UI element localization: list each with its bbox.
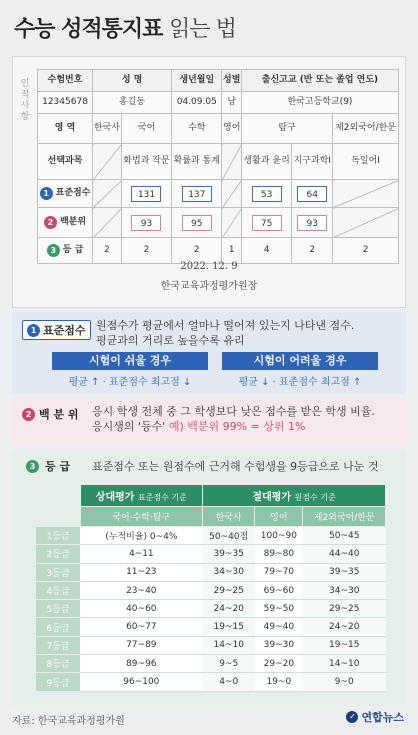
percentile-cell: 93 (121, 208, 171, 238)
table-row (38, 70, 399, 92)
relative-range-cell: 4~11 (80, 545, 203, 563)
grade-cell: 2 (292, 238, 333, 264)
grade-cell: 2 (172, 238, 222, 264)
yonhap-logo: ✓ 연합뉴스 (346, 709, 404, 725)
area-cell: 수학 (172, 114, 222, 144)
column-header: 국어·수학·탐구 (80, 507, 203, 527)
table-row (38, 144, 399, 180)
korean-history-range-cell: 24~20 (203, 600, 255, 618)
source-note: 자료: 한국교육과정평가원 (12, 716, 125, 727)
elective-cell: 독일어Ⅰ (333, 144, 399, 180)
page-title (14, 12, 236, 43)
std-score-label: 1 표준점수 (38, 180, 93, 208)
grade-level-cell: 8등급 (36, 655, 80, 673)
foreign-language-range-cell: 24~20 (303, 618, 386, 636)
area-cell: 제2외국어/한문 (333, 114, 399, 144)
english-range-cell: 19~0 (255, 673, 303, 691)
column-header: 제2외국어/한문 (303, 507, 386, 527)
grade-table (36, 484, 386, 692)
std-score-cell: 131 (121, 180, 171, 208)
header-cell: 생년월일 (172, 70, 222, 92)
grade-section (12, 450, 406, 706)
empty-cell (222, 144, 242, 180)
table-row (38, 208, 399, 238)
english-range-cell: 89~80 (255, 545, 303, 563)
foreign-language-range-cell: 50~45 (303, 527, 386, 545)
grade-level-cell: 9등급 (36, 673, 80, 691)
header-cell: 성별 (222, 70, 242, 92)
hard-exam-text: 평균 ↓ · 표준점수 최고점 ↑ (238, 377, 362, 388)
grade-level-cell: 4등급 (36, 581, 80, 599)
relative-eval-header: 상대평가 표준점수 기준 (80, 485, 203, 507)
table-row (36, 485, 386, 507)
korean-history-range-cell: 14~10 (203, 636, 255, 654)
yonhap-logo-icon: ✓ (346, 711, 358, 723)
table-row (36, 527, 386, 545)
empty-cell (333, 180, 399, 208)
table-row (38, 114, 399, 144)
percentile-cell: 95 (172, 208, 222, 238)
relative-range-cell: 96~100 (80, 673, 203, 691)
foreign-language-range-cell: 14~10 (303, 655, 386, 673)
relative-range-cell: 23~40 (80, 581, 203, 599)
korean-history-range-cell: 19~15 (203, 618, 255, 636)
header-cell: 성 명 (93, 70, 172, 92)
percentile-cell: 93 (292, 208, 333, 238)
elective-cell: 화법과 작문 (121, 144, 171, 180)
relative-range-cell: (누적비율) 0~4% (80, 527, 203, 545)
elective-cell: 생활과 윤리 (241, 144, 291, 180)
percentile-description: 응시 학생 전체 중 그 학생보다 낮은 점수를 받은 학생 비율. 응시생의 '등수' 예) 백분위 99% = 상위 1% (92, 405, 375, 433)
area-cell: 한국사 (93, 114, 122, 144)
grade-cell: 2 (121, 238, 171, 264)
english-range-cell: 49~40 (255, 618, 303, 636)
korean-history-range-cell: 39~35 (203, 545, 255, 563)
absolute-eval-header: 절대평가 원점수 기준 (203, 485, 386, 507)
korean-history-range-cell: 50~40점 (203, 527, 255, 545)
relative-range-cell: 11~23 (80, 563, 203, 581)
column-header: 한국사 (203, 507, 255, 527)
number-badge-2: 2 (44, 216, 57, 229)
table-row (36, 673, 386, 691)
grade-level-cell: 1등급 (36, 527, 80, 545)
relative-range-cell: 40~60 (80, 600, 203, 618)
table-row (36, 636, 386, 654)
grade-cell: 1 (222, 238, 242, 264)
percentile-heading: 2 백 분 위 (22, 406, 79, 422)
english-range-cell: 100~90 (255, 527, 303, 545)
grade-level-cell: 7등급 (36, 636, 80, 654)
english-range-cell: 39~30 (255, 636, 303, 654)
table-row (36, 507, 386, 527)
empty-cell (333, 208, 399, 238)
grade-level-cell: 6등급 (36, 618, 80, 636)
grade-cell: 4 (241, 238, 291, 264)
school-name: 한국고등학교(9) (241, 92, 398, 114)
birth-date: 04.09.05 (172, 92, 222, 114)
percentile-cell: 75 (241, 208, 291, 238)
personal-info-side-label: 인적사항 (20, 79, 30, 122)
grade-heading: 3 등 급 (26, 458, 70, 474)
student-name: 홍길동 (93, 92, 172, 114)
grade-cell: 2 (93, 238, 122, 264)
korean-history-range-cell: 9~5 (203, 655, 255, 673)
empty-corner (36, 507, 80, 527)
number-badge-2: 2 (22, 408, 35, 421)
number-badge-3: 3 (26, 460, 39, 473)
grade-level-cell: 3등급 (36, 563, 80, 581)
empty-cell (222, 180, 242, 208)
header-cell: 출신고교 (반 또는 졸업 연도) (241, 70, 398, 92)
foreign-language-range-cell: 29~25 (303, 600, 386, 618)
grade-description: 표준점수 또는 원점수에 근거해 수험생을 9등급으로 나눈 것 (92, 460, 379, 473)
empty-cell (222, 208, 242, 238)
hard-exam-header: 시험이 어려울 경우 (222, 352, 378, 370)
number-badge-3: 3 (47, 244, 60, 257)
area-cell: 탐구 (241, 114, 332, 144)
exam-number: 12345678 (38, 92, 93, 114)
column-header: 영어 (255, 507, 303, 527)
english-range-cell: 59~50 (255, 600, 303, 618)
empty-cell (93, 144, 122, 180)
grade-cell: 2 (333, 238, 399, 264)
area-cell: 영어 (222, 114, 242, 144)
score-report-table (37, 69, 399, 264)
std-score-cell: 53 (241, 180, 291, 208)
score-report-card (12, 56, 406, 308)
table-row (38, 92, 399, 114)
grade-level-cell: 2등급 (36, 545, 80, 563)
korean-history-range-cell: 4~0 (203, 673, 255, 691)
empty-cell (93, 180, 122, 208)
table-row (36, 581, 386, 599)
table-row (38, 238, 399, 264)
grade-label: 3 등 급 (38, 238, 93, 264)
foreign-language-range-cell: 19~15 (303, 636, 386, 654)
english-range-cell: 79~70 (255, 563, 303, 581)
table-row (36, 618, 386, 636)
english-range-cell: 29~20 (255, 655, 303, 673)
title-light: 읽는 법 (169, 17, 236, 42)
easy-exam-text: 평균 ↑ · 표준점수 최고점 ↓ (68, 377, 192, 388)
percentile-section (12, 398, 406, 446)
korean-history-range-cell: 34~30 (203, 563, 255, 581)
foreign-language-range-cell: 34~30 (303, 581, 386, 599)
gender: 남 (222, 92, 242, 114)
table-row (36, 655, 386, 673)
table-row (36, 563, 386, 581)
relative-range-cell: 60~77 (80, 618, 203, 636)
table-row (36, 600, 386, 618)
relative-range-cell: 89~96 (80, 655, 203, 673)
standard-score-section (12, 312, 406, 394)
foreign-language-range-cell: 39~35 (303, 563, 386, 581)
standard-score-description: 원점수가 평균에서 얼마나 떨어져 있는지 나타낸 점수. 평균과의 거리로 높을수록 유리 (96, 319, 355, 347)
empty-corner (36, 485, 80, 507)
standard-score-heading: 1 표준점수 (22, 320, 91, 340)
percentile-example: 예) 백분위 99% = 상위 1% (168, 420, 306, 433)
std-score-cell: 137 (172, 180, 222, 208)
percentile-label: 2 백분위 (38, 208, 93, 238)
elective-cell: 지구과학Ⅰ (292, 144, 333, 180)
title-bold: 수능 성적통지표 (14, 17, 163, 42)
grade-level-cell: 5등급 (36, 600, 80, 618)
english-range-cell: 69~60 (255, 581, 303, 599)
foreign-language-range-cell: 9~0 (303, 673, 386, 691)
korean-history-range-cell: 29~25 (203, 581, 255, 599)
issuer-name: 한국교육과정평가원장 (160, 281, 258, 292)
elective-cell: 확률과 통계 (172, 144, 222, 180)
relative-range-cell: 77~89 (80, 636, 203, 654)
number-badge-1: 1 (27, 324, 40, 337)
easy-exam-header: 시험이 쉬울 경우 (52, 352, 208, 370)
area-cell: 국어 (121, 114, 171, 144)
foreign-language-range-cell: 44~40 (303, 545, 386, 563)
header-cell: 수험번호 (38, 70, 93, 92)
empty-cell (93, 208, 122, 238)
number-badge-1: 1 (40, 187, 53, 200)
std-score-cell: 64 (292, 180, 333, 208)
table-row (38, 180, 399, 208)
table-row (36, 545, 386, 563)
elective-label: 선택과목 (38, 144, 93, 180)
issue-date: 2022. 12. 9 (180, 261, 238, 272)
area-label: 영 역 (38, 114, 93, 144)
